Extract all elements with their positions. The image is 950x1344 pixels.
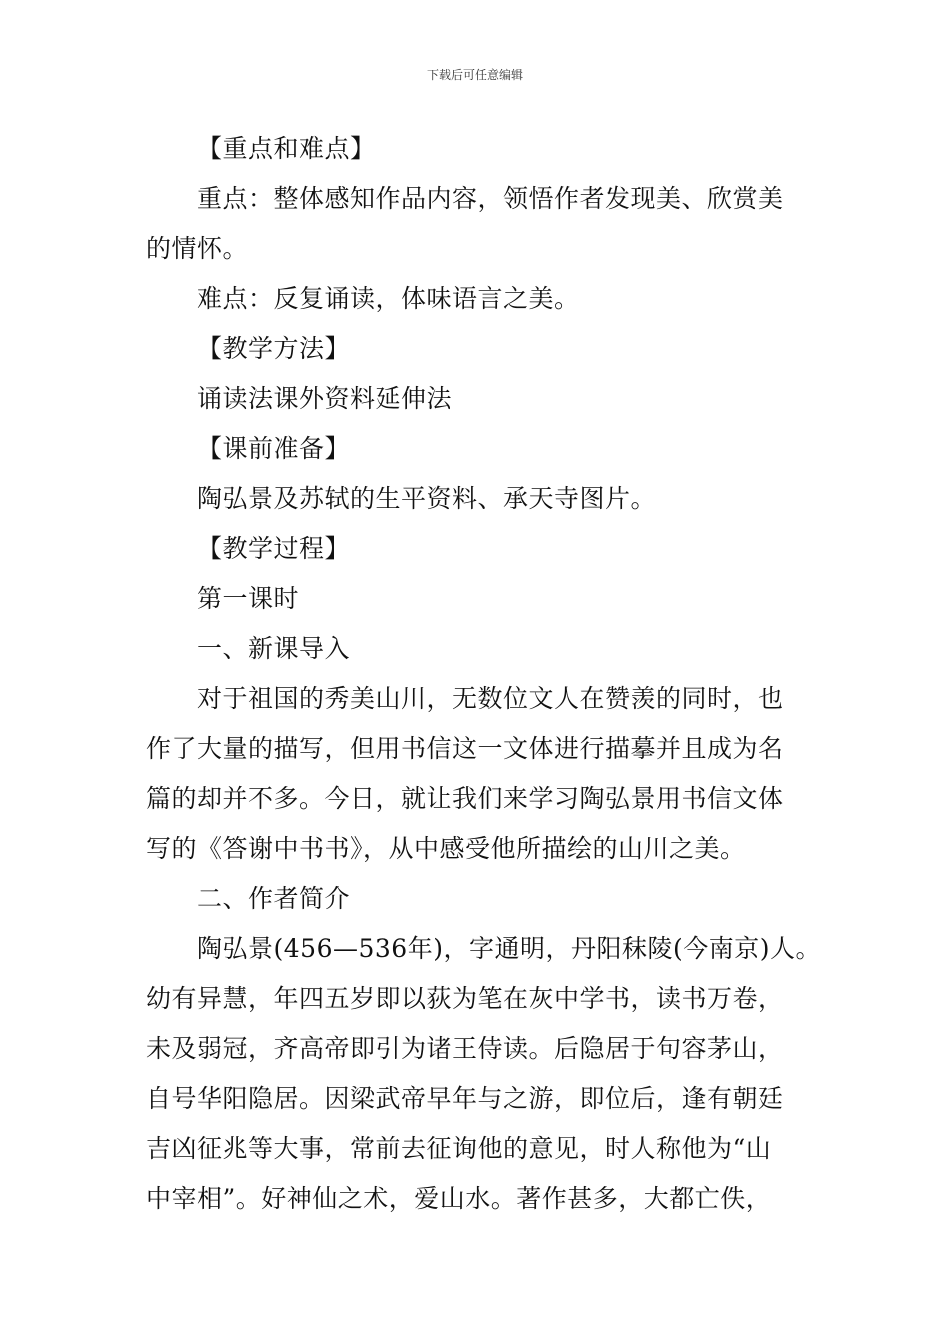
text-line: 篇的却并不多。今日，就让我们来学习陶弘景用书信文体 [146, 784, 784, 813]
document-body [146, 124, 821, 1224]
text-line: 幼有异慧，年四五岁即以荻为笔在灰中学书，读书万卷， [146, 984, 784, 1013]
text-line: 诵读法课外资料延伸法 [197, 384, 453, 413]
text-line: 陶弘景(456—536年)，字通明，丹阳秣陵(今南京)人。 [197, 934, 821, 963]
text-line: 的情怀。 [146, 234, 249, 263]
text-line: 难点：反复诵读，体味语言之美。 [197, 284, 580, 313]
text-line: 中宰相”。好神仙之术，爱山水。著作甚多，大都亡佚， [146, 1184, 772, 1213]
text-line: 对于祖国的秀美山川，无数位文人在赞羡的同时，也 [197, 684, 784, 713]
text-line: 写的《答谢中书书》，从中感受他所描绘的山川之美。 [146, 834, 746, 863]
text-line: 陶弘景及苏轼的生平资料、承天寺图片。 [197, 484, 657, 513]
text-line: 第一课时 [197, 584, 300, 613]
text-line: 吉凶征兆等大事，常前去征询他的意见，时人称他为“山 [146, 1134, 772, 1163]
text-line: 重点：整体感知作品内容，领悟作者发现美、欣赏美 [197, 184, 784, 213]
text-line: 【重点和难点】 [197, 134, 376, 163]
text-line: 二、作者简介 [197, 884, 351, 913]
text-line: 【教学方法】 [197, 334, 351, 363]
text-line: 自号华阳隐居。因梁武帝早年与之游，即位后，逢有朝廷 [146, 1084, 784, 1113]
text-line: 一、新课导入 [197, 634, 351, 663]
text-line: 【教学过程】 [197, 534, 351, 563]
text-line: 未及弱冠，齐高帝即引为诸王侍读。后隐居于句容茅山， [146, 1034, 784, 1063]
text-line: 【课前准备】 [197, 434, 351, 463]
page-header-note: 下载后可任意编辑 [426, 68, 523, 82]
text-line: 作了大量的描写，但用书信这一文体进行描摹并且成为名 [146, 734, 784, 763]
